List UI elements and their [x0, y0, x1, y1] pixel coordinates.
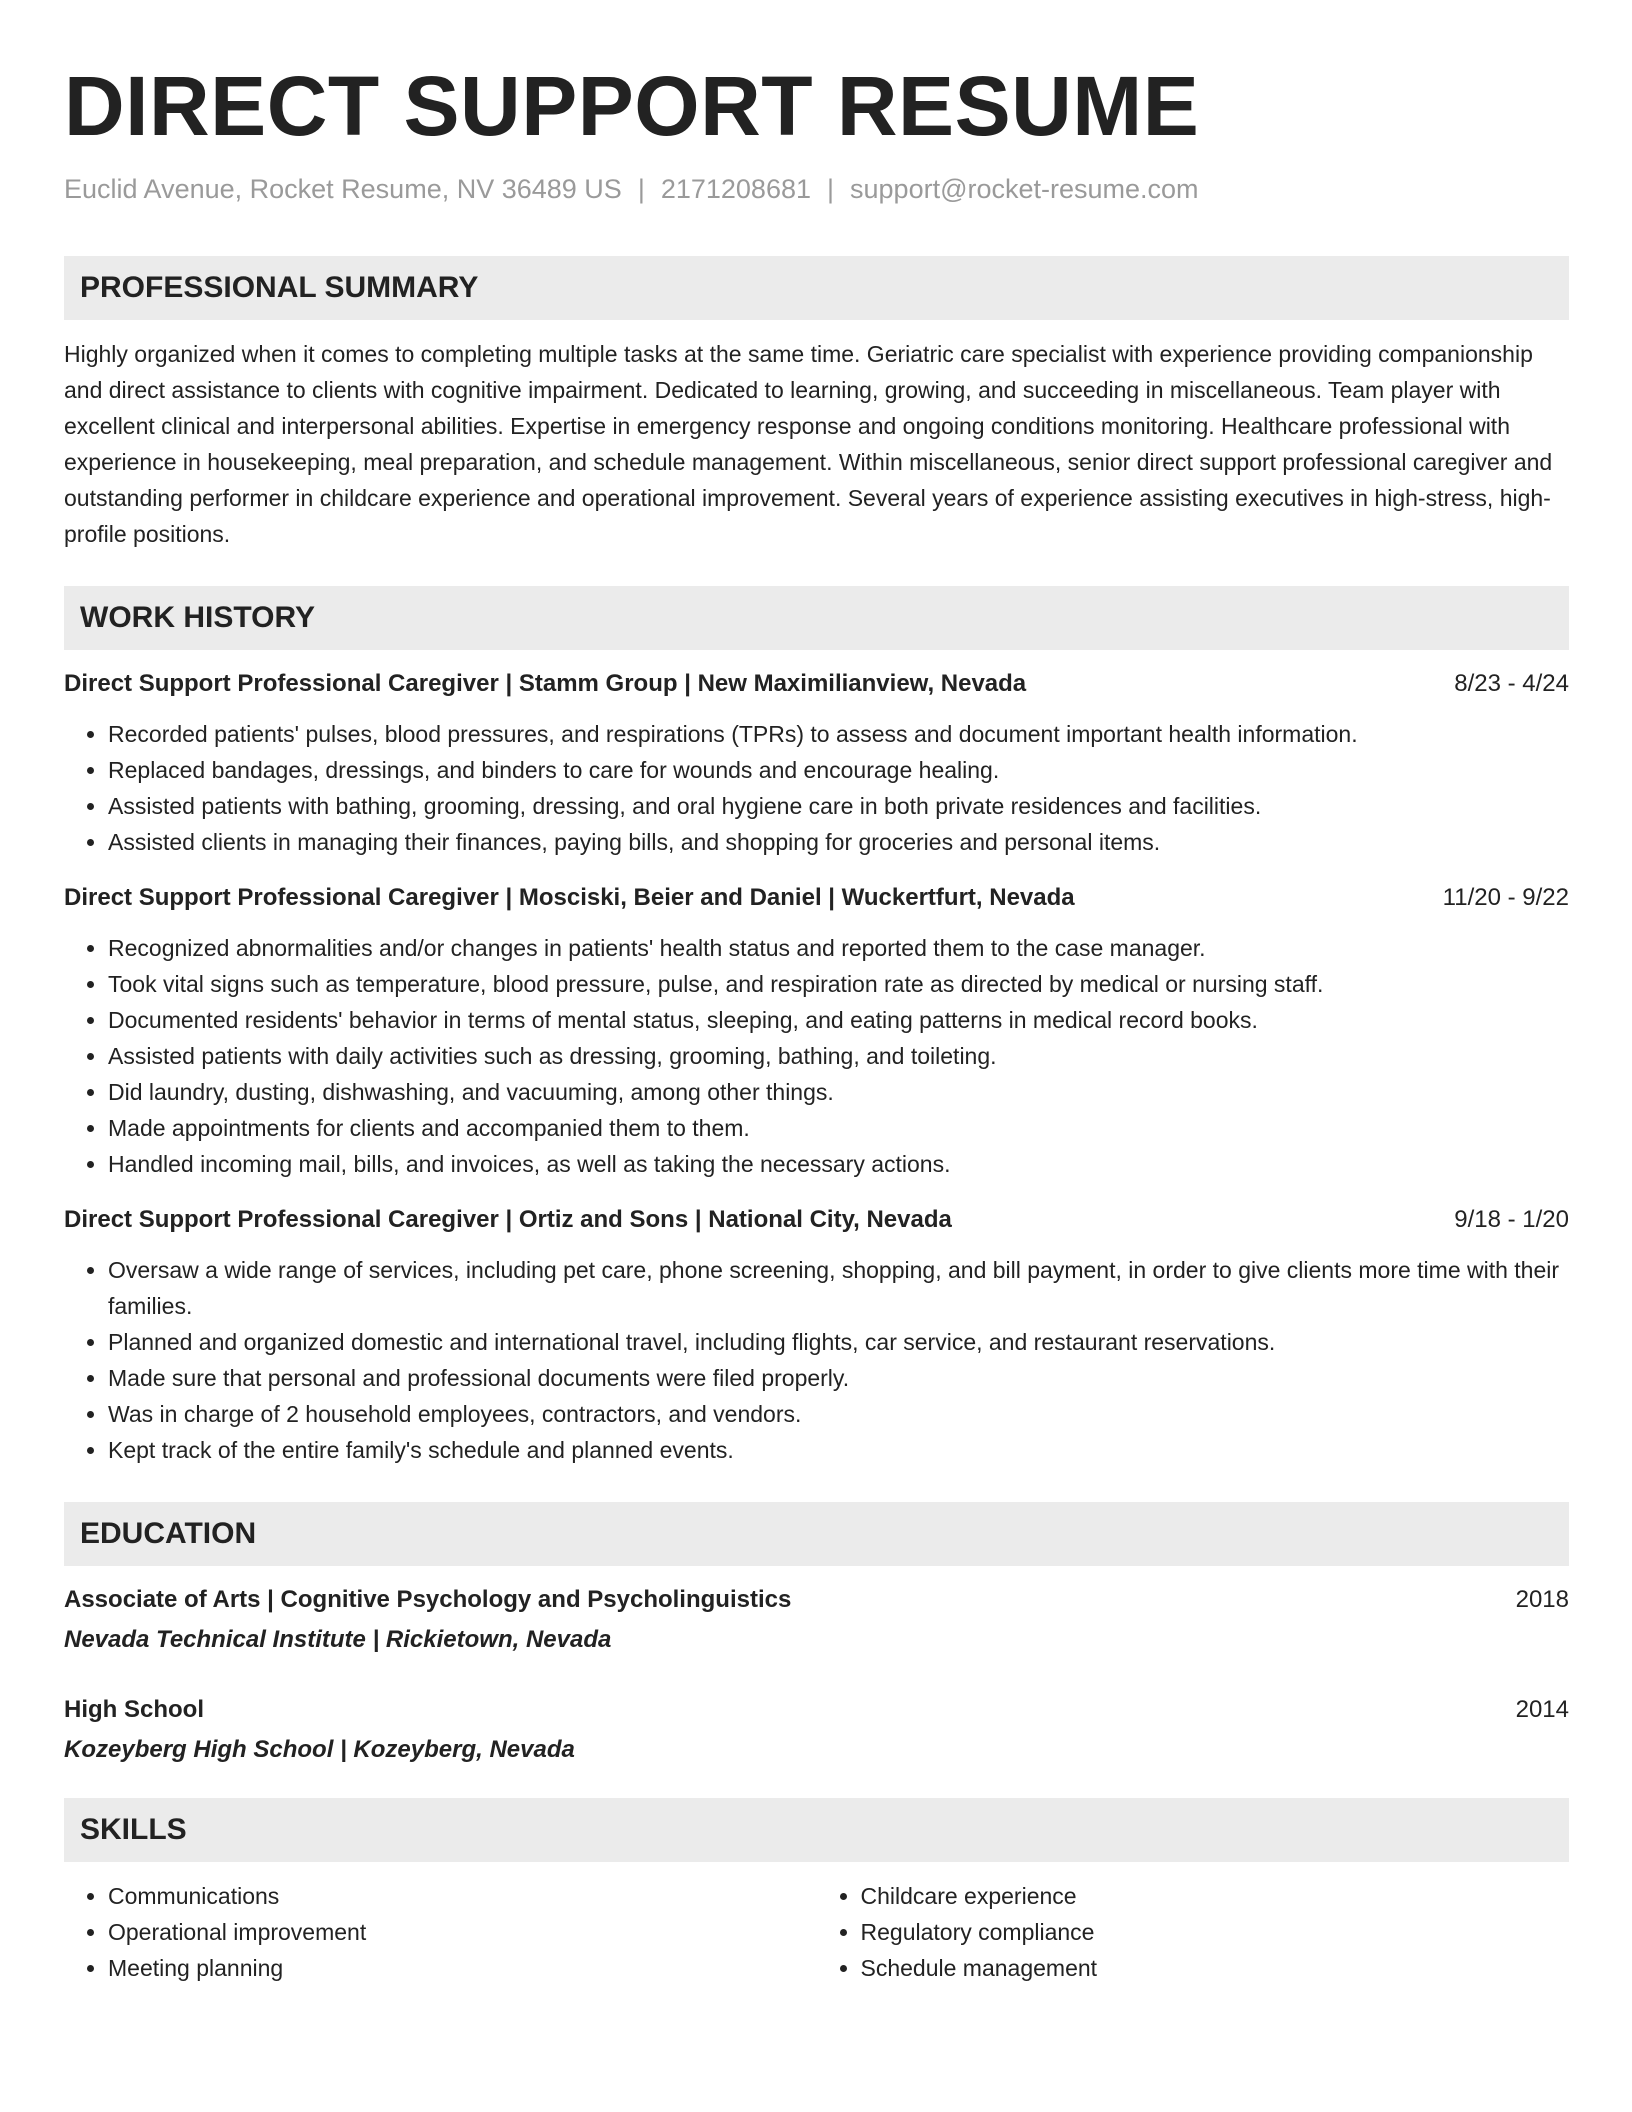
education-entry	[64, 1692, 1569, 1768]
list-item: • Operational improvement	[108, 1914, 817, 1950]
list-item: • Recognized abnormalities and/or changes in patients' health status and reported them to the case manager.	[108, 930, 1569, 966]
skills-column-left	[64, 1878, 817, 1986]
section-heading-education: EDUCATION	[64, 1502, 1569, 1566]
education-header	[64, 1582, 1569, 1618]
list-item: • Handled incoming mail, bills, and invoices, as well as taking the necessary actions.	[108, 1146, 1569, 1182]
list-item: • Made appointments for clients and accompanied them to them.	[108, 1110, 1569, 1146]
list-item: • Assisted patients with daily activities such as dressing, grooming, bathing, and toileting.	[108, 1038, 1569, 1074]
job-entry	[64, 880, 1569, 1182]
section-heading-skills: SKILLS	[64, 1798, 1569, 1862]
list-item: • Documented residents' behavior in terms of mental status, sleeping, and eating patterns in medical record books.	[108, 1002, 1569, 1038]
job-bullets	[64, 716, 1569, 860]
list-item: • Schedule management	[861, 1950, 1570, 1986]
list-item: • Assisted patients with bathing, grooming, dressing, and oral hygiene care in both private residences and facilities.	[108, 788, 1569, 824]
education-school: Kozeyberg High School | Kozeyberg, Nevada	[64, 1736, 575, 1763]
list-item: • Kept track of the entire family's schedule and planned events.	[108, 1432, 1569, 1468]
education-entry	[64, 1582, 1569, 1658]
list-item: • Recorded patients' pulses, blood pressures, and respirations (TPRs) to assess and document important health information.	[108, 716, 1569, 752]
contact-address: Euclid Avenue, Rocket Resume, NV 36489 US	[64, 174, 622, 204]
education-header	[64, 1692, 1569, 1728]
education-degree: Associate of Arts | Cognitive Psychology and Psycholinguistics	[64, 1586, 792, 1613]
list-item: • Meeting planning	[108, 1950, 817, 1986]
list-item: • Did laundry, dusting, dishwashing, and vacuuming, among other things.	[108, 1074, 1569, 1110]
section-heading-summary: PROFESSIONAL SUMMARY	[64, 256, 1569, 320]
contact-email: support@rocket-resume.com	[850, 174, 1199, 204]
contact-phone: 2171208681	[660, 174, 811, 204]
list-item: • Oversaw a wide range of services, including pet care, phone screening, shopping, and bill payment, in order to give clients more time with their families.	[108, 1252, 1569, 1324]
job-title: Direct Support Professional Caregiver | Ortiz and Sons | National City, Nevada	[64, 1206, 952, 1233]
list-item: • Childcare experience	[861, 1878, 1570, 1914]
education-year: 2018	[1515, 1586, 1569, 1613]
list-item: • Planned and organized domestic and international travel, including flights, car service, and restaurant reservations.	[108, 1324, 1569, 1360]
list-item: • Replaced bandages, dressings, and binders to care for wounds and encourage healing.	[108, 752, 1569, 788]
job-header	[64, 1202, 1569, 1238]
job-bullets	[64, 930, 1569, 1182]
list-item: • Made sure that personal and professional documents were filed properly.	[108, 1360, 1569, 1396]
contact-separator: |	[637, 174, 645, 204]
skills-grid	[64, 1878, 1569, 1986]
list-item: • Assisted clients in managing their finances, paying bills, and shopping for groceries and personal items.	[108, 824, 1569, 860]
job-entry	[64, 666, 1569, 860]
job-header	[64, 880, 1569, 916]
job-dates: 11/20 - 9/22	[1442, 884, 1569, 911]
resume-title: DIRECT SUPPORT RESUME	[64, 59, 1200, 153]
job-title: Direct Support Professional Caregiver | Mosciski, Beier and Daniel | Wuckertfurt, Nevada	[64, 884, 1075, 911]
job-header	[64, 666, 1569, 702]
job-dates: 9/18 - 1/20	[1454, 1206, 1569, 1233]
job-bullets	[64, 1252, 1569, 1468]
education-school: Nevada Technical Institute | Rickietown, Nevada	[64, 1626, 612, 1653]
contact-line	[64, 172, 1569, 206]
contact-separator: |	[827, 174, 835, 204]
job-title: Direct Support Professional Caregiver | Stamm Group | New Maximilianview, Nevada	[64, 670, 1027, 697]
job-entry	[64, 1202, 1569, 1468]
education-degree: High School	[64, 1696, 204, 1723]
summary-text: Highly organized when it comes to completing multiple tasks at the same time. Geriatric care specialist with experience providing companionship and direct assistance to clients with cognitive impairment. Dedicated to learning, growing, and succeeding in miscellaneous. Team player with excellent clinical and interpersonal abilities. Expertise in emergency response and ongoing conditions monitoring. Healthcare professional with experience in housekeeping, meal preparation, and schedule management. Within miscellaneous, senior direct support professional caregiver and outstanding performer in childcare experience and operational improvement. Several years of experience assisting executives in high-stress, high-profile positions.	[64, 341, 1553, 547]
list-item: • Communications	[108, 1878, 817, 1914]
skills-column-right	[817, 1878, 1570, 1986]
job-dates: 8/23 - 4/24	[1454, 670, 1569, 697]
education-year: 2014	[1515, 1696, 1569, 1723]
list-item: • Regulatory compliance	[861, 1914, 1570, 1950]
list-item: • Was in charge of 2 household employees, contractors, and vendors.	[108, 1396, 1569, 1432]
list-item: • Took vital signs such as temperature, blood pressure, pulse, and respiration rate as directed by medical or nursing staff.	[108, 966, 1569, 1002]
section-heading-work: WORK HISTORY	[64, 586, 1569, 650]
